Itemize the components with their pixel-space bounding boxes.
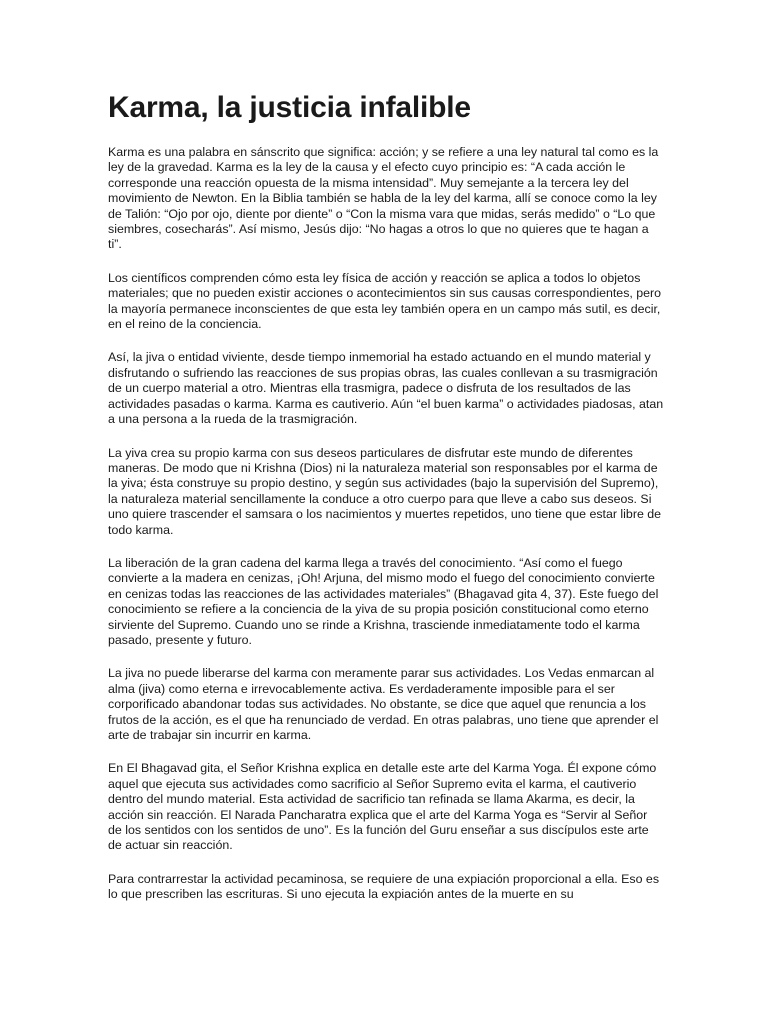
paragraph-1: Karma es una palabra en sánscrito que significa: acción; y se refiere a una ley natural tal como es la ley de la gravedad. Karma es la ley de la causa y el efecto cuyo principio es: “A cada acción le corresponde una reacción opuesta de la misma intensidad”. Muy semejante a la tercera ley del movimiento de Newton. En la Biblia también se habla de la ley del karma, allí se conoce como la ley de Talión: “Ojo por ojo, diente por diente” o “Con la misma vara que midas, serás medido” o “Lo que siembres, cosecharás”. Así mismo, Jesús dijo: “No hagas a otros lo que no quieres que te hagan a ti”.	[108, 145, 659, 252]
paragraph-3: Así, la jiva o entidad viviente, desde tiempo inmemorial ha estado actuando en el mundo material y disfrutando o sufriendo las reacciones de sus propias obras, las cuales conllevan a su trasmigración de un cuerpo material a otro. Mientras ella trasmigra, padece o disfruta de los resultados de las actividades pasadas o karma. Karma es cautiverio. Aún “el buen karma” o actividades piadosas, atan a una persona a la rueda de la trasmigración.	[108, 350, 664, 427]
document-page	[108, 88, 664, 921]
paragraph-6: La jiva no puede liberarse del karma con meramente parar sus actividades. Los Vedas enmarcan al alma (jiva) como eterna e irrevocablemente activa. Es verdaderamente imposible para el ser corporificado abandonar todas sus actividades. No obstante, se dice que aquel que renuncia a los frutos de la acción, es el que ha renunciado de verdad. En otras palabras, uno tiene que aprender el arte de trabajar sin incurrir en karma.	[108, 666, 659, 742]
document-title: Karma, la justicia infalible	[108, 91, 471, 124]
paragraph-4: La yiva crea su propio karma con sus deseos particulares de disfrutar este mundo de diferentes maneras. De modo que ni Krishna (Dios) ni la naturaleza material son responsables por el karma de la yiva; ésta construye su propio destino, y según sus actividades (bajo la supervisión del Supremo), la naturaleza material sencillamente la conduce a otro cuerpo para que lleve a cabo sus deseos. Si uno quiere trascender el samsara o los nacimientos y muertes repetidos, uno tiene que estar libre de todo karma.	[108, 445, 662, 537]
paragraph-5: La liberación de la gran cadena del karma llega a través del conocimiento. “Así como el fuego convierte a la madera en cenizas, ¡Oh! Arjuna, del mismo modo el fuego del conocimiento convierte en cenizas todas las reacciones de las actividades materiales” (Bhagavad gita 4, 37). Este fuego del conocimiento se refiere a la conciencia de la yiva de su propia posición constitucional como eterno sirviente del Supremo. Cuando uno se rinde a Krishna, trasciende inmediatamente todo el karma pasado, presente y futuro.	[108, 555, 659, 647]
paragraph-2: Los científicos comprenden cómo esta ley física de acción y reacción se aplica a todos lo objetos materiales; que no pueden existir acciones o acontecimientos sin sus causas correspondientes, pero la mayoría permanece inconscientes de que esta ley también opera en un campo más sutil, es decir, en el reino de la conciencia.	[108, 270, 662, 332]
paragraph-7: En El Bhagavad gita, el Señor Krishna explica en detalle este arte del Karma Yoga. Él expone cómo aquel que ejecuta sus actividades como sacrificio al Señor Supremo evita el karma, el cautiverio dentro del mundo material. Esta actividad de sacrificio tan refinada se llama Akarma, es decir, la acción sin reacción. El Narada Pancharatra explica que el arte del Karma Yoga es “Servir al Señor de los sentidos con los sentidos de uno”. Es la función del Guru enseñar a sus discípulos este arte de actuar sin reacción.	[108, 761, 657, 853]
paragraph-8: Para contrarrestar la actividad pecaminosa, se requiere de una expiación proporcional a ella. Eso es lo que prescriben las escrituras. Si uno ejecuta la expiación antes de la muerte en su	[108, 871, 660, 902]
